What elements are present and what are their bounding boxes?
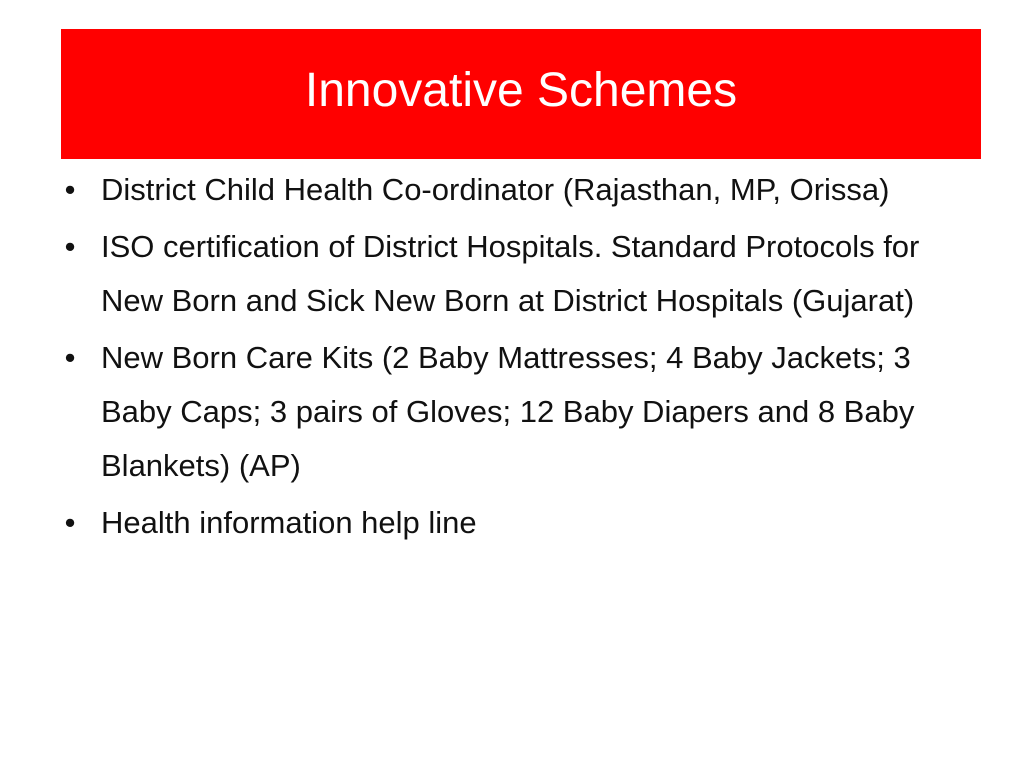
slide-title: Innovative Schemes [304,64,738,117]
bullet-text: Health information help line [101,505,477,540]
bullet-point-icon: • [64,229,76,264]
bullet-item-district-coordinator [60,163,970,217]
bullet-text: District Child Health Co-ordinator (Rajasthan, MP, Orissa) [101,172,890,207]
bullet-point-icon: • [64,505,76,540]
bullet-item-iso-certification [60,220,970,328]
bullet-point-icon: • [64,340,76,375]
bullet-text: ISO certification of District Hospitals. Standard Protocols for New Born and Sick New Born at District Hospitals (Gujarat) [101,229,920,318]
bullet-list [60,163,970,553]
title-banner [61,29,981,159]
bullet-item-help-line [60,496,970,550]
bullet-item-newborn-kits [60,331,970,493]
bullet-point-icon: • [64,172,76,207]
bullet-text: New Born Care Kits (2 Baby Mattresses; 4 Baby Jackets; 3 Baby Caps; 3 pairs of Gloves; 12 Baby Diapers and 8 Baby Blankets) (AP) [101,340,915,483]
